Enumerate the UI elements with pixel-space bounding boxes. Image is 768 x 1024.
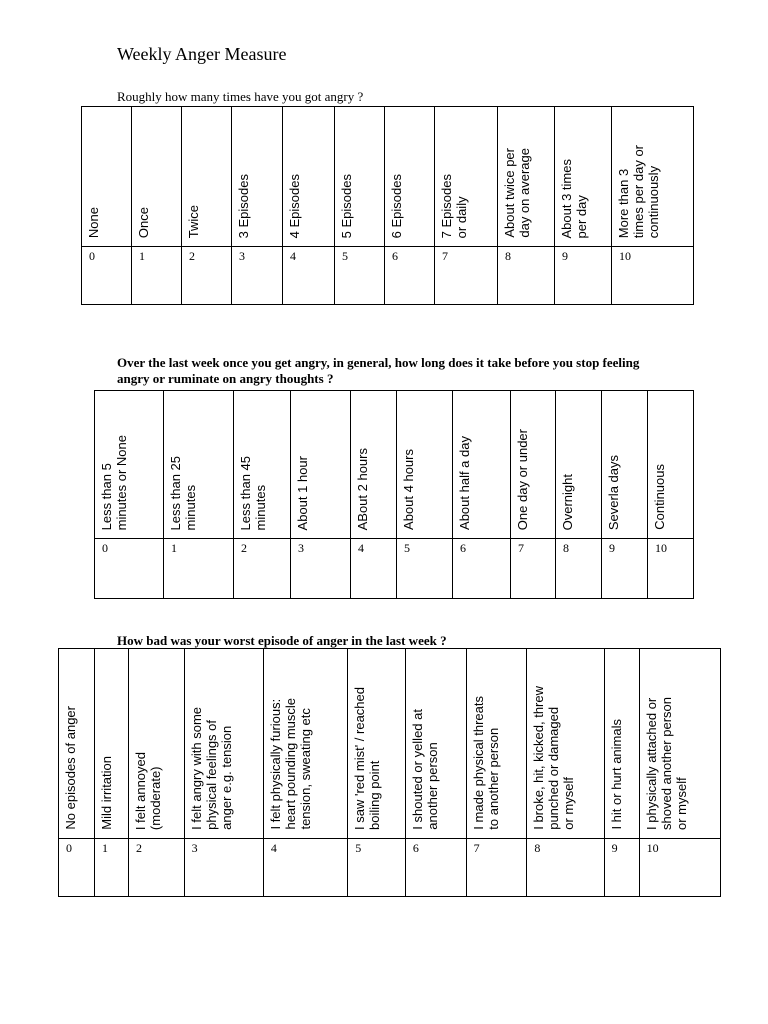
option-score-cell[interactable] <box>527 839 604 897</box>
option-label-cell <box>283 107 335 247</box>
option-score-cell[interactable] <box>498 247 555 305</box>
option-score: 0 <box>102 541 108 555</box>
option-label: I felt angry with some physical feelings of anger e.g. tension <box>188 707 234 830</box>
option-score: 6 <box>392 249 398 263</box>
option-label-cell <box>182 107 232 247</box>
option-score: 1 <box>139 249 145 263</box>
option-score-cell[interactable] <box>263 839 347 897</box>
option-label: None <box>86 206 101 238</box>
option-label-cell <box>348 649 406 839</box>
option-score: 5 <box>355 841 362 855</box>
option-score-cell[interactable] <box>82 247 132 305</box>
option-label-cell <box>95 391 164 539</box>
option-label-cell <box>435 107 498 247</box>
option-score: 8 <box>505 249 511 263</box>
option-score-cell[interactable] <box>129 839 185 897</box>
option-label: I shouted or yelled at another person <box>409 709 440 830</box>
option-label-cell <box>129 649 185 839</box>
option-score-cell[interactable] <box>348 839 406 897</box>
option-score-cell[interactable] <box>555 247 612 305</box>
option-label-cell <box>639 649 720 839</box>
option-label: I saw 'red mist' / reached boiling point <box>352 687 383 830</box>
option-label-cell <box>95 649 129 839</box>
option-score-cell[interactable] <box>95 539 164 599</box>
option-label: About half a day <box>457 436 472 530</box>
option-score: 1 <box>102 841 109 855</box>
option-score-cell[interactable] <box>232 247 283 305</box>
option-label-cell <box>648 391 694 539</box>
option-label-cell <box>164 391 234 539</box>
option-score: 4 <box>358 541 364 555</box>
option-score-cell[interactable] <box>648 539 694 599</box>
scale-value-row <box>59 839 721 897</box>
option-label: I felt physically furious: heart pounding muscle tension, sweating etc <box>267 698 313 830</box>
option-label: About twice per day on average <box>502 148 532 238</box>
question-duration: Over the last week once you get angry, in general, how long does it take before you stop feeling angry or ruminate on angry thoughts ? <box>117 355 650 387</box>
option-score: 10 <box>619 249 631 263</box>
option-score-cell[interactable] <box>453 539 511 599</box>
option-score: 3 <box>239 249 245 263</box>
page-title: Weekly Anger Measure <box>117 44 287 64</box>
option-label: Continuous <box>652 464 667 530</box>
option-score-cell[interactable] <box>335 247 385 305</box>
option-label-cell <box>132 107 182 247</box>
scale-value-row <box>82 247 694 305</box>
option-label-cell <box>466 649 527 839</box>
option-label-cell <box>291 391 351 539</box>
option-score: 4 <box>270 841 277 855</box>
option-score: 2 <box>241 541 247 555</box>
option-label-cell <box>405 649 466 839</box>
option-label: 4 Episodes <box>287 173 302 238</box>
option-label-cell <box>82 107 132 247</box>
option-score: 7 <box>518 541 524 555</box>
option-label: 7 Episodes or daily <box>439 173 469 238</box>
option-score: 3 <box>191 841 198 855</box>
option-score: 7 <box>442 249 448 263</box>
option-label: About 1 hour <box>295 455 310 530</box>
option-score-cell[interactable] <box>385 247 435 305</box>
option-label: 3 Episodes <box>236 173 251 238</box>
option-label: Twice <box>186 204 201 238</box>
option-label: I hit or hurt animals <box>608 719 624 830</box>
option-label-cell <box>385 107 435 247</box>
option-label: I felt annoyed (moderate) <box>133 751 163 830</box>
option-score: 5 <box>342 249 348 263</box>
option-label: About 3 times per day <box>559 158 589 238</box>
option-score-cell[interactable] <box>602 539 648 599</box>
option-label-cell <box>511 391 556 539</box>
option-label: No episodes of anger <box>63 706 78 830</box>
option-score: 6 <box>460 541 466 555</box>
option-score-cell[interactable] <box>397 539 453 599</box>
option-label-cell <box>453 391 511 539</box>
option-label: ABout 2 hours <box>355 447 370 530</box>
option-score: 9 <box>611 841 618 855</box>
option-score-cell[interactable] <box>59 839 95 897</box>
option-score-cell[interactable] <box>234 539 291 599</box>
option-label-cell <box>232 107 283 247</box>
option-score-cell[interactable] <box>184 839 263 897</box>
option-label: I physically attached or shoved another person or myself <box>643 697 689 830</box>
option-score: 5 <box>404 541 410 555</box>
question-frequency: Roughly how many times have you got angry ? <box>117 89 366 105</box>
option-label-cell <box>602 391 648 539</box>
option-label-cell <box>335 107 385 247</box>
option-label-cell <box>556 391 602 539</box>
option-label-cell <box>604 649 639 839</box>
option-score-cell[interactable] <box>283 247 335 305</box>
option-score-cell[interactable] <box>95 839 129 897</box>
option-score-cell[interactable] <box>466 839 527 897</box>
option-score: 4 <box>290 249 296 263</box>
duration-scale-table <box>94 390 694 599</box>
option-score: 6 <box>412 841 419 855</box>
option-score-cell[interactable] <box>291 539 351 599</box>
option-label-cell <box>527 649 604 839</box>
option-score-cell[interactable] <box>511 539 556 599</box>
option-score-cell[interactable] <box>182 247 232 305</box>
option-label-cell <box>263 649 347 839</box>
option-score: 9 <box>562 249 568 263</box>
option-score-cell[interactable] <box>639 839 720 897</box>
option-label: Mild irritation <box>99 756 115 830</box>
scale-header-row <box>59 649 721 839</box>
option-score: 1 <box>171 541 177 555</box>
option-label-cell <box>555 107 612 247</box>
option-label: Less than 25 minutes <box>168 455 198 530</box>
option-label: I broke, hit, kicked, threw punched or damaged or myself <box>531 686 577 830</box>
option-label: Once <box>136 206 151 238</box>
option-score: 8 <box>534 841 541 855</box>
option-score-cell[interactable] <box>164 539 234 599</box>
option-label: Less than 5 minutes or None <box>99 434 129 530</box>
option-label: One day or under <box>515 428 530 530</box>
question-severity: How bad was your worst episode of anger in the last week ? <box>117 633 450 649</box>
option-score-cell[interactable] <box>604 839 639 897</box>
option-score: 3 <box>298 541 304 555</box>
option-score-cell[interactable] <box>132 247 182 305</box>
option-score-cell[interactable] <box>612 247 694 305</box>
option-label-cell <box>351 391 397 539</box>
option-label-cell <box>59 649 95 839</box>
option-score: 0 <box>89 249 95 263</box>
option-label-cell <box>397 391 453 539</box>
scale-value-row <box>95 539 694 599</box>
option-label: Less than 45 minutes <box>238 455 268 530</box>
frequency-scale-table <box>81 106 694 305</box>
option-score: 10 <box>646 841 659 855</box>
option-score: 2 <box>189 249 195 263</box>
option-score-cell[interactable] <box>435 247 498 305</box>
option-label: Severla days <box>606 454 621 530</box>
option-label: I made physical threats to another person <box>470 696 501 830</box>
option-score: 0 <box>66 841 72 855</box>
option-label-cell <box>234 391 291 539</box>
severity-scale-table <box>58 648 721 897</box>
option-label-cell <box>498 107 555 247</box>
option-label: 5 Episodes <box>339 173 354 238</box>
option-score: 10 <box>655 541 667 555</box>
option-score: 7 <box>473 841 480 855</box>
option-score-cell[interactable] <box>351 539 397 599</box>
scale-header-row <box>82 107 694 247</box>
option-score-cell[interactable] <box>405 839 466 897</box>
option-score: 9 <box>609 541 615 555</box>
scale-header-row <box>95 391 694 539</box>
option-score-cell[interactable] <box>556 539 602 599</box>
option-label-cell <box>612 107 694 247</box>
option-label: 6 Episodes <box>389 173 404 238</box>
option-score: 8 <box>563 541 569 555</box>
option-score: 2 <box>136 841 142 855</box>
option-label: About 4 hours <box>401 449 416 530</box>
option-label-cell <box>184 649 263 839</box>
option-label: Overnight <box>560 473 575 530</box>
option-label: More than 3 times per day or continuously <box>616 144 661 238</box>
